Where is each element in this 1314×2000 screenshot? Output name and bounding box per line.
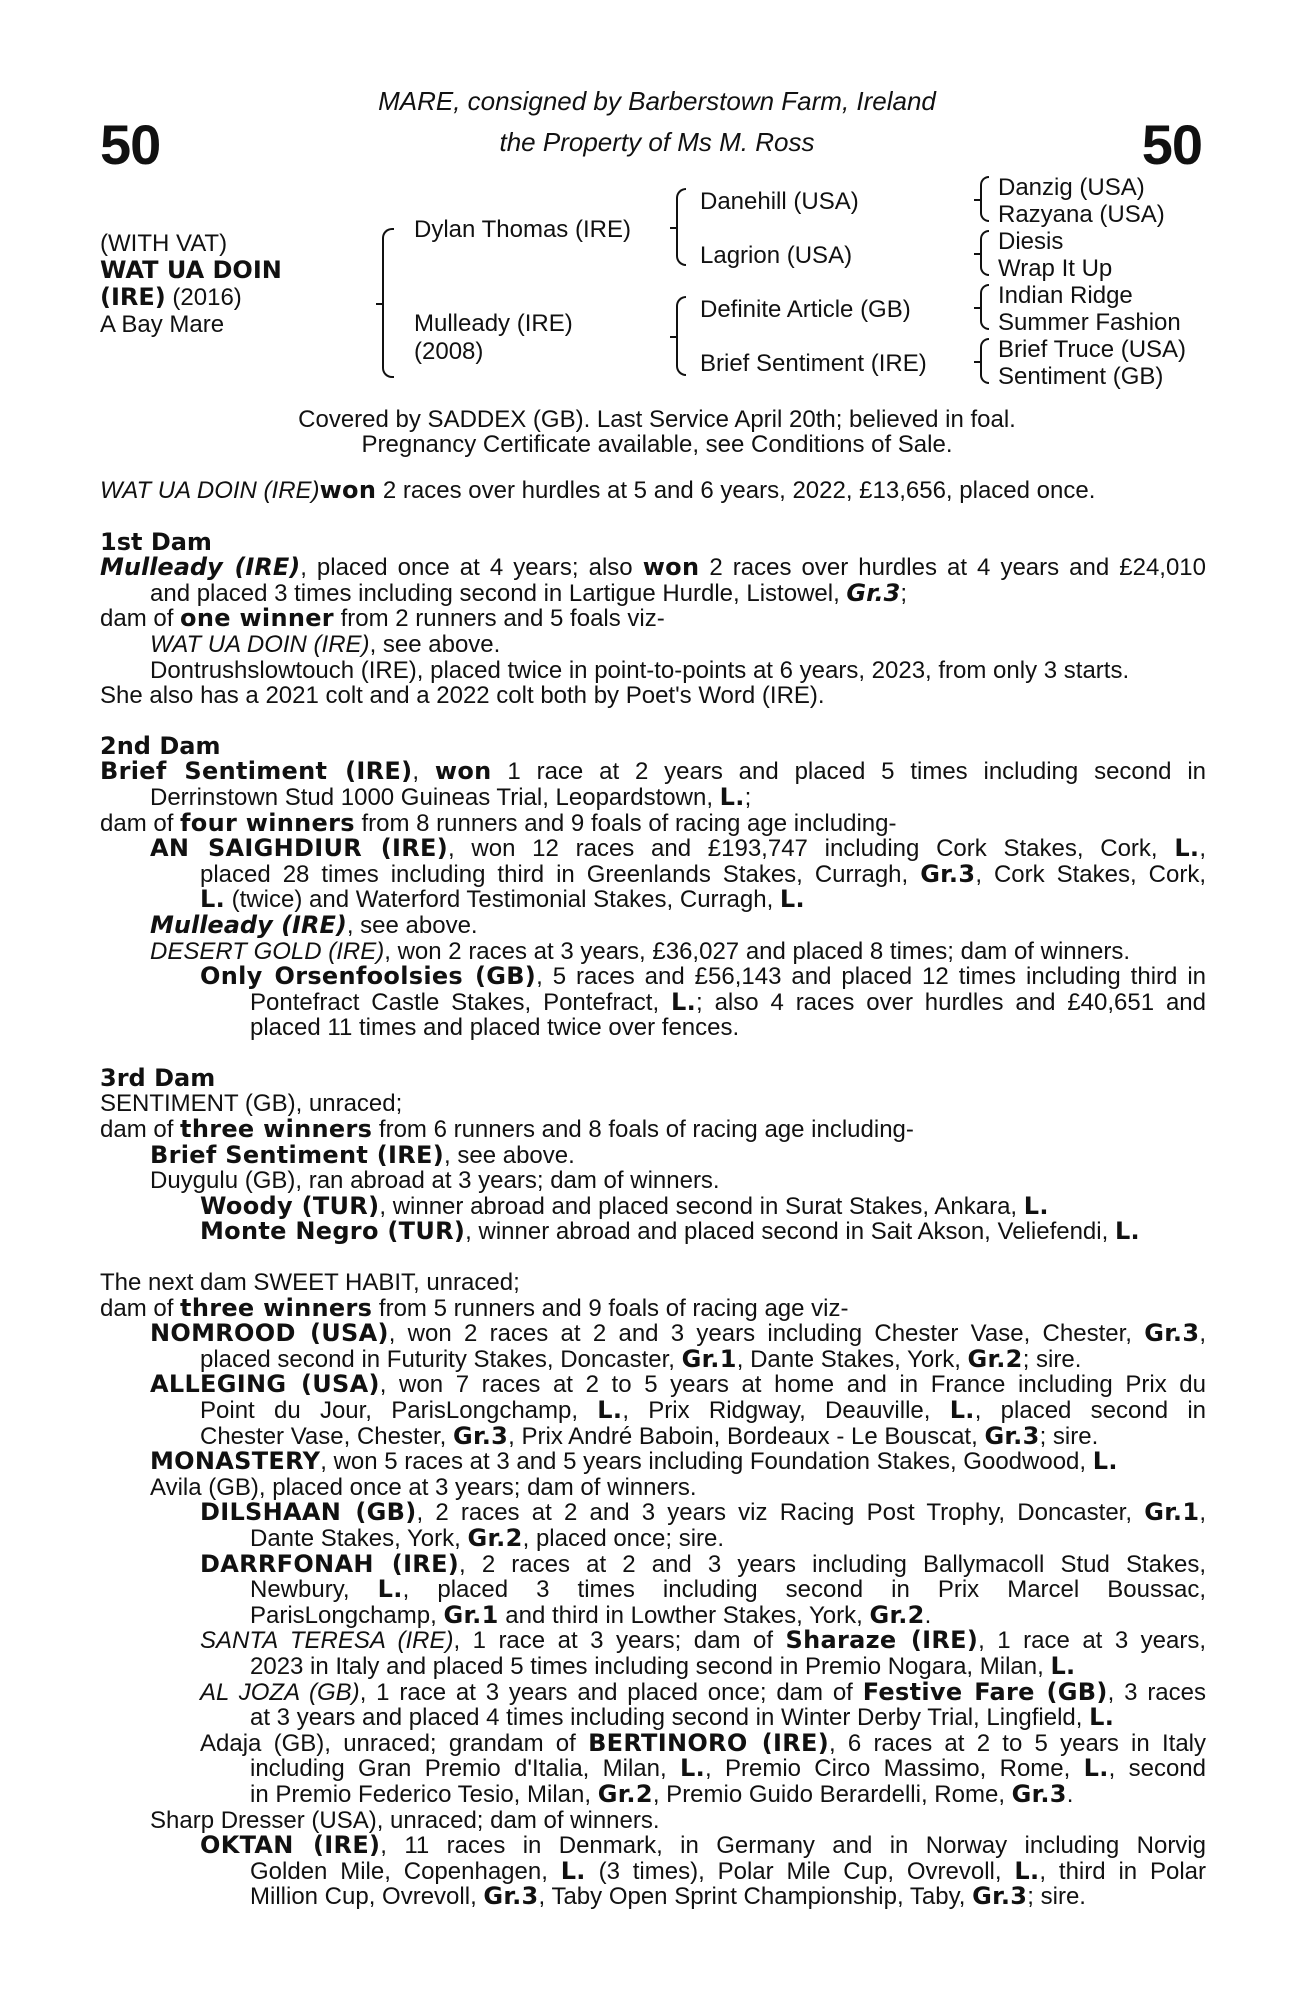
second-dam-line: Brief Sentiment (IRE), won 1 race at 2 years and placed 5 times including second in (100, 757, 1206, 786)
horse-description: A Bay Mare (100, 311, 225, 338)
next-dam-line: in Premio Federico Tesio, Milan, Gr.2, Premio Guido Berardelli, Rome, Gr.3. (250, 1779, 1074, 1808)
horse-name: WAT UA DOIN (100, 256, 282, 284)
ped-indian-ridge: Indian Ridge (998, 282, 1133, 309)
next-dam-line: Newbury, L., placed 3 times including second in Prix Marcel Boussac, (250, 1575, 1206, 1604)
next-dam-line: Dante Stakes, York, Gr.2, placed once; sire. (250, 1523, 725, 1552)
covered-line-2: Pregnancy Certificate available, see Conditions of Sale. (361, 431, 953, 458)
next-dam-line: The next dam SWEET HABIT, unraced; (100, 1269, 520, 1297)
ped-summer-fashion: Summer Fashion (998, 309, 1181, 336)
second-dam-line: Pontefract Castle Stakes, Pontefract, L.; also 4 races over hurdles and £40,651 and (250, 987, 1206, 1016)
pedigree-brace-sire (676, 188, 686, 266)
third-dam-heading: 3rd Dam (100, 1063, 216, 1092)
covered-line-1: Covered by SADDEX (GB). Last Service April 20th; believed in foal. (298, 406, 1016, 433)
next-dam-line: Sharp Dresser (USA), unraced; dam of winners. (150, 1806, 660, 1834)
second-dam-line: Only Orsenfoolsies (GB), 5 races and £56,143 and placed 12 times including third in (200, 962, 1207, 991)
next-dam-line: OKTAN (IRE), 11 races in Denmark, in Germany and in Norway including Norvig (200, 1831, 1206, 1860)
next-dam-line: 2023 in Italy and placed 5 times including second in Premio Nogara, Milan, L. (250, 1651, 1076, 1680)
property-line: the Property of Ms M. Ross (499, 127, 815, 157)
second-dam-line: Mulleady (IRE), see above. (150, 910, 478, 939)
next-dam-line: ALLEGING (USA), won 7 races at 2 to 5 years at home and in France including Prix du (150, 1370, 1207, 1399)
next-dam-line: Avila (GB), placed once at 3 years; dam of winners. (150, 1473, 697, 1501)
horse-name-suffix-line (100, 284, 242, 311)
next-dam-line: SANTA TERESA (IRE), 1 race at 3 years; dam of Sharaze (IRE), 1 race at 3 years, (200, 1626, 1207, 1655)
horse-country: (IRE) (100, 283, 166, 311)
first-dam-line: and placed 3 times including second in Lartigue Hurdle, Listowel, Gr.3; (150, 578, 908, 607)
third-dam-line: SENTIMENT (GB), unraced; (100, 1090, 403, 1118)
ped-diesis: Diesis (998, 228, 1064, 255)
next-dam-line: DILSHAAN (GB), 2 races at 2 and 3 years viz Racing Post Trophy, Doncaster, Gr.1, (200, 1498, 1207, 1527)
third-dam-line: Monte Negro (TUR), winner abroad and placed second in Sait Akson, Veliefendi, L. (200, 1217, 1140, 1246)
second-dam-line: Derrinstown Stud 1000 Guineas Trial, Leopardstown, L.; (150, 782, 752, 811)
summary-line: WAT UA DOIN (IRE)won 2 races over hurdles at 5 and 6 years, 2022, £13,656, placed once. (100, 476, 1096, 504)
pedigree-brace-main (382, 228, 394, 378)
ped-brief-truce: Brief Truce (USA) (998, 336, 1187, 363)
next-dam-line: NOMROOD (USA), won 2 races at 2 and 3 years including Chester Vase, Chester, Gr.3, (150, 1319, 1207, 1348)
next-dam-line: dam of three winners from 5 runners and 9 foals of racing age viz- (100, 1293, 849, 1322)
lot-number-right: 50 (1141, 113, 1202, 176)
ped-wrap-it-up: Wrap It Up (998, 255, 1113, 282)
next-dam-line: Adaja (GB), unraced; grandam of BERTINORO (IRE), 6 races at 2 to 5 years in Italy (200, 1728, 1206, 1757)
horse-year: (2016) (172, 284, 242, 311)
dam-name: Mulleady (IRE) (414, 310, 573, 337)
sire-dam: Lagrion (USA) (700, 242, 853, 269)
first-dam-line: dam of one winner from 2 runners and 5 foals viz- (100, 604, 665, 633)
first-dam-line: Mulleady (IRE), placed once at 4 years; also won 2 races over hurdles at 4 years and £24,010 (100, 553, 1207, 582)
second-dam-line: placed 28 times including third in Greenlands Stakes, Curragh, Gr.3, Cork Stakes, Cork, (200, 859, 1206, 888)
next-dam-line: at 3 years and placed 4 times including second in Winter Derby Trial, Lingfield, L. (250, 1703, 1115, 1732)
next-dam-line: MONASTERY, won 5 races at 3 and 5 years including Foundation Stakes, Goodwood, L. (150, 1447, 1118, 1476)
sire-name: Dylan Thomas (IRE) (414, 216, 631, 243)
pedigree-brace-dam (676, 296, 686, 376)
ped-sentiment: Sentiment (GB) (998, 363, 1164, 390)
next-dam-line: DARRFONAH (IRE), 2 races at 2 and 3 years including Ballymacoll Stud Stakes, (200, 1549, 1206, 1578)
second-dam-line: L. (twice) and Waterford Testimonial Stakes, Curragh, L. (200, 885, 805, 914)
vat-note: (WITH VAT) (100, 230, 228, 257)
pedigree-brace-ds (980, 284, 989, 330)
pedigree-brace-sd (980, 230, 989, 276)
first-dam-line: WAT UA DOIN (IRE), see above. (150, 630, 501, 658)
third-dam-line: Duygulu (GB), ran abroad at 3 years; dam of winners. (150, 1167, 720, 1195)
first-dam-line: Dontrushslowtouch (IRE), placed twice in point-to-points at 6 years, 2023, from only 3 starts. (150, 656, 1130, 684)
third-dam-line: Woody (TUR), winner abroad and placed second in Surat Stakes, Ankara, L. (200, 1191, 1049, 1220)
next-dam-line: including Gran Premio d'Italia, Milan, L., Premio Circo Massimo, Rome, L., second (250, 1754, 1206, 1783)
ped-danzig: Danzig (USA) (998, 174, 1145, 201)
sire-sire: Danehill (USA) (700, 188, 859, 215)
pedigree-brace-dd (980, 338, 989, 384)
second-dam-line: AN SAIGHDIUR (IRE), won 12 races and £193,747 including Cork Stakes, Cork, L., (150, 834, 1206, 863)
dam-year: (2008) (414, 338, 484, 365)
third-dam-line: Brief Sentiment (IRE), see above. (150, 1140, 575, 1169)
dam-sire: Definite Article (GB) (700, 296, 911, 323)
next-dam-line: placed second in Futurity Stakes, Doncaster, Gr.1, Dante Stakes, York, Gr.2; sire. (200, 1344, 1082, 1373)
next-dam-line: AL JOZA (GB), 1 race at 3 years and placed once; dam of Festive Fare (GB), 3 races (200, 1677, 1207, 1706)
second-dam-line: placed 11 times and placed twice over fences. (250, 1014, 740, 1042)
next-dam-line: Million Cup, Ovrevoll, Gr.3, Taby Open Sprint Championship, Taby, Gr.3; sire. (250, 1882, 1086, 1911)
next-dam-line: Chester Vase, Chester, Gr.3, Prix André Baboin, Bordeaux - Le Bouscat, Gr.3; sire. (200, 1421, 1099, 1450)
consignor-line: MARE, consigned by Barberstown Farm, Ireland (378, 86, 936, 116)
first-dam-heading: 1st Dam (100, 527, 212, 556)
lot-number-left: 50 (100, 113, 161, 176)
next-dam-line: Point du Jour, ParisLongchamp, L., Prix Ridgway, Deauville, L., placed second in (200, 1396, 1207, 1424)
second-dam-line: dam of four winners from 8 runners and 9 foals of racing age including- (100, 808, 897, 837)
produce-record (100, 478, 1206, 1910)
next-dam-line: Golden Mile, Copenhagen, L. (3 times), Polar Mile Cup, Ovrevoll, L., third in Polar (250, 1856, 1206, 1885)
second-dam-heading: 2nd Dam (100, 731, 221, 760)
third-dam-line: dam of three winners from 6 runners and 8 foals of racing age including- (100, 1115, 914, 1144)
pedigree-brace-ss (980, 176, 989, 222)
first-dam-line: She also has a 2021 colt and a 2022 colt both by Poet's Word (IRE). (100, 682, 825, 710)
second-dam-line: DESERT GOLD (IRE), won 2 races at 3 years, £36,027 and placed 8 times; dam of winners. (150, 937, 1131, 965)
next-dam-line: ParisLongchamp, Gr.1 and third in Lowther Stakes, York, Gr.2. (250, 1600, 932, 1629)
ped-razyana: Razyana (USA) (998, 201, 1165, 228)
dam-dam: Brief Sentiment (IRE) (700, 350, 927, 377)
